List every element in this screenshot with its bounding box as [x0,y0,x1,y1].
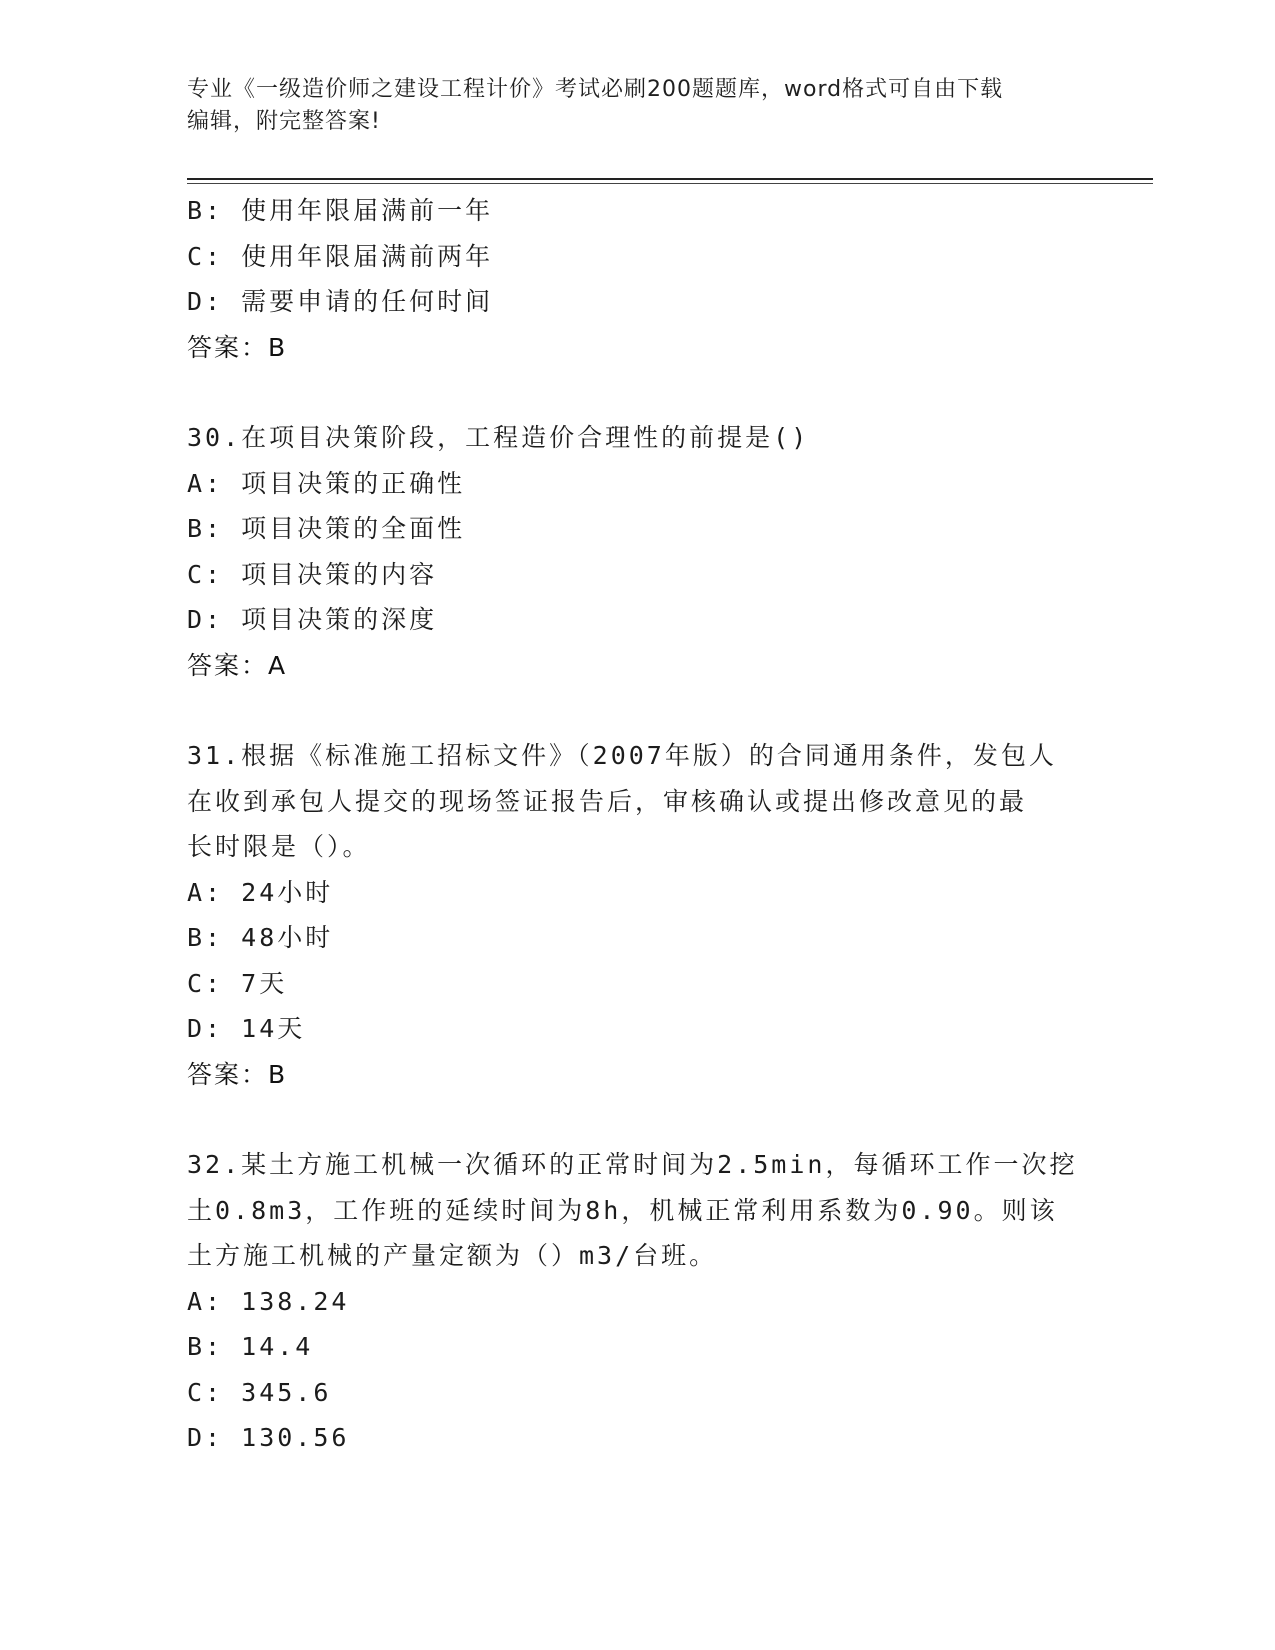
question-stem [187,733,1087,870]
option-c: C: 使用年限届满前两年 [187,241,494,271]
option-a: A: 24小时 [187,877,334,907]
stem-line: 32.某土方施工机械一次循环的正常时间为2.5min，每循环工作一次挖 [187,1150,1078,1179]
option-b: B: 48小时 [187,923,334,952]
stem-line: 长时限是（）。 [187,832,371,861]
option-d: D: 项目决策的深度 [187,605,438,634]
answer-label: 答案：B [187,1059,288,1089]
option-c: C: 7天 [187,968,288,998]
spacer [187,370,1087,415]
option-a: A: 项目决策的正确性 [187,468,466,498]
question-stem [187,1142,1087,1279]
header-divider-thin [187,183,1153,184]
option-b: B: 项目决策的全面性 [187,514,466,543]
option-d: D: 需要申请的任何时间 [187,287,494,316]
question-31 [187,733,1087,1097]
stem-line: 30.在项目决策阶段，工程造价合理性的前提是() [187,423,810,452]
question-29-tail [187,188,1087,370]
option-d: D: 130.56 [187,1423,350,1452]
option-c: C: 项目决策的内容 [187,559,438,589]
stem-line: 31.根据《标准施工招标文件》（2007年版）的合同通用条件，发包人 [187,741,1057,770]
answer-label: 答案：B [187,332,288,362]
answer-label: 答案：A [187,650,288,680]
stem-line: 土0.8m3，工作班的延续时间为8h，机械正常利用系数为0.90。则该 [187,1195,1058,1225]
stem-line: 在收到承包人提交的现场签证报告后，审核确认或提出修改意见的最 [187,786,1028,816]
document-header [187,74,1067,138]
option-d: D: 14天 [187,1014,306,1043]
header-divider-thick [187,178,1153,180]
option-b: B: 14.4 [187,1332,314,1361]
question-list [187,188,1087,1461]
header-line-2: 编辑，附完整答案! [187,109,381,134]
question-30 [187,415,1087,688]
option-c: C: 345.6 [187,1377,332,1407]
option-a: A: 138.24 [187,1286,350,1316]
option-b: B: 使用年限届满前一年 [187,196,494,225]
question-32 [187,1142,1087,1461]
stem-line: 土方施工机械的产量定额为（）m3/台班。 [187,1241,718,1270]
question-stem [187,415,1087,461]
spacer [187,1097,1087,1142]
spacer [187,688,1087,733]
header-line-1: 专业《一级造价师之建设工程计价》考试必刷200题题库，word格式可自由下载 [187,77,1004,102]
